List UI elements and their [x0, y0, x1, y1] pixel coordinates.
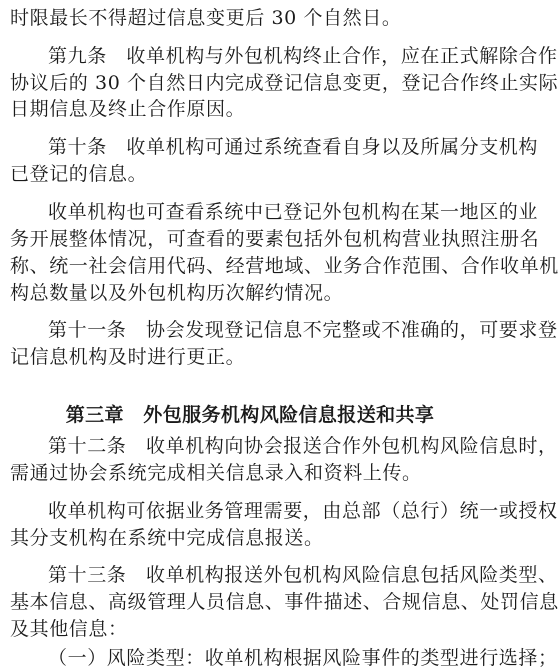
article-13-line-3: 及其他信息： [10, 618, 128, 640]
article-9-line-2: 协议后的 30 个自然日内完成登记信息变更，登记合作终止实际 [10, 72, 559, 94]
paragraph-2-line-1: 收单机构可依据业务管理需要，由总部（总行）统一或授权 [48, 500, 558, 522]
article-9-line-3: 日期信息及终止合作原因。 [10, 98, 246, 120]
article-10-line-1: 第十条 收单机构可通过系统查看自身以及所属分支机构 [48, 136, 539, 158]
article-13-line-1: 第十三条 收单机构报送外包机构风险信息包括风险类型、 [48, 564, 558, 586]
paragraph-line-3: 称、统一社会信用代码、经营地域、业务合作范围、合作收单机 [10, 255, 559, 277]
article-11-line-1: 第十一条 协会发现登记信息不完整或不准确的，可要求登 [48, 319, 558, 341]
paragraph-line-4: 构总数量以及外包机构历次解约情况。 [10, 282, 344, 304]
paragraph-line-1: 收单机构也可查看系统中已登记外包机构在某一地区的业 [48, 201, 539, 223]
article-10-line-2: 已登记的信息。 [10, 163, 148, 185]
article-12-line-2: 需通过协会系统完成相关信息录入和资料上传。 [10, 462, 422, 484]
article-13-line-2: 基本信息、高级管理人员信息、事件描述、合规信息、处罚信息 [10, 591, 559, 613]
article-12-line-1: 第十二条 收单机构向协会报送合作外包机构风险信息时， [48, 435, 558, 457]
paragraph-line-2: 务开展整体情况，可查看的要素包括外包机构营业执照注册名 [10, 228, 540, 250]
chapter-heading: 第三章 外包服务机构风险信息报送和共享 [65, 404, 435, 426]
item-1-line: （一）风险类型：收单机构根据风险事件的类型进行选择； [48, 647, 558, 669]
paragraph-2-line-2: 其分支机构在系统中完成信息报送。 [10, 527, 324, 549]
article-11-line-2: 记信息机构及时进行更正。 [10, 346, 246, 368]
text-line-1: 时限最长不得超过信息变更后 30 个自然日。 [10, 7, 402, 29]
article-9-line-1: 第九条 收单机构与外包机构终止合作，应在正式解除合作 [48, 45, 558, 67]
